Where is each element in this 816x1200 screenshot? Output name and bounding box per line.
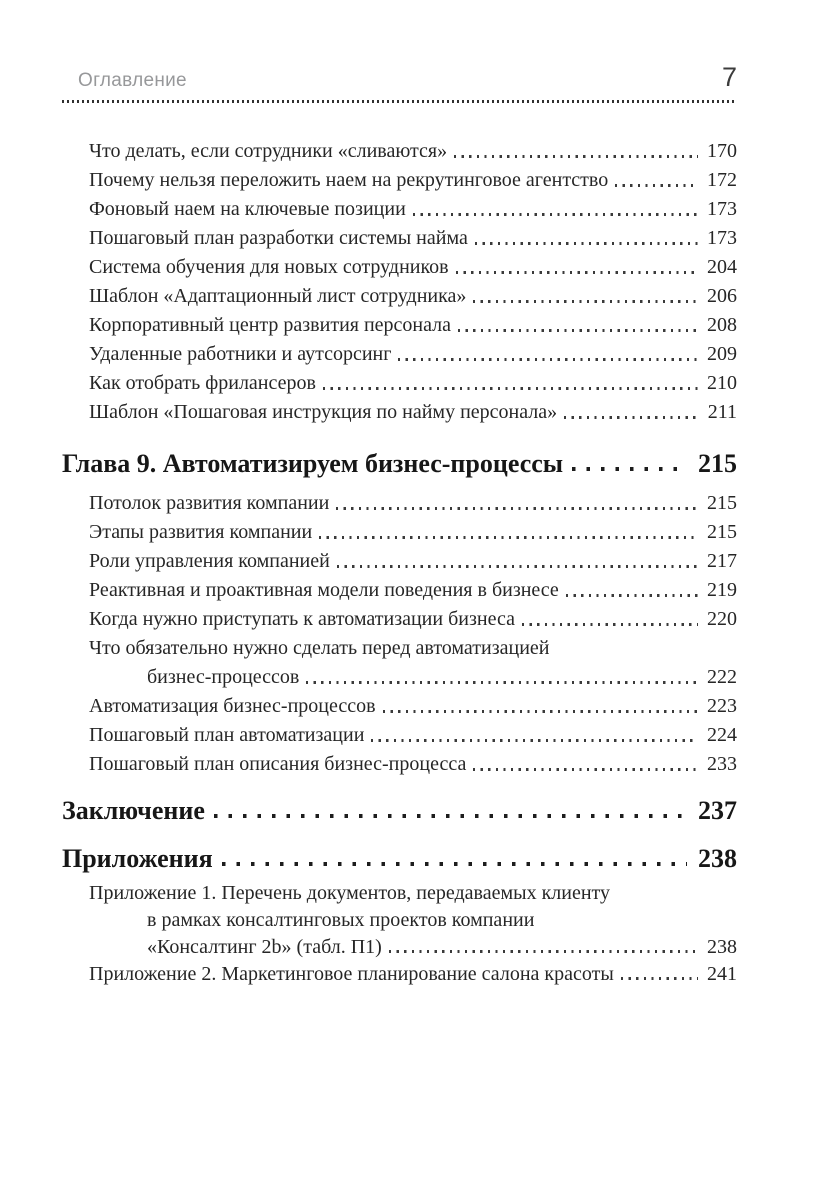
toc-item-title: Фоновый наем на ключевые позиции — [89, 198, 406, 220]
toc-page-number: 210 — [707, 372, 737, 394]
toc-item-title: Пошаговый план автоматизации — [89, 724, 365, 746]
toc-item-title: Что обязательно нужно сделать перед автоматизацией — [89, 637, 550, 659]
dot-leader — [222, 862, 687, 866]
toc-entry-line — [62, 447, 737, 480]
toc-item-title: Реактивная и проактивная модели поведения в бизнесе — [89, 579, 559, 601]
toc-page-number: 215 — [707, 492, 737, 514]
toc-entry-line — [89, 282, 737, 311]
toc-item-title: в рамках консалтинговых проектов компании — [147, 909, 535, 931]
toc-page-number: 208 — [707, 314, 737, 336]
dot-leader — [621, 977, 698, 980]
dot-leader — [564, 416, 699, 419]
toc-page-number: 233 — [707, 753, 737, 775]
toc-entry — [62, 634, 737, 692]
toc-item-title: Корпоративный центр развития персонала — [89, 314, 452, 336]
toc-item-title: Пошаговый план разработки системы найма — [89, 227, 468, 249]
toc-entry-line — [89, 137, 737, 166]
toc-page-number: 238 — [698, 844, 737, 873]
dot-leader — [475, 242, 698, 245]
toc-item-title: Заключение — [62, 796, 205, 825]
dot-leader — [337, 565, 698, 568]
dot-leader — [458, 329, 698, 332]
toc-section-heading — [62, 842, 737, 875]
toc-page-number: 237 — [698, 796, 737, 825]
dot-leader — [398, 358, 698, 361]
toc-item-title: бизнес-процессов — [147, 666, 300, 688]
toc-entry-line — [89, 224, 737, 253]
toc-item-title: Пошаговый план описания бизнес-процесса — [89, 753, 467, 775]
toc-entry-line — [89, 489, 737, 518]
toc-page-number: 173 — [707, 227, 737, 249]
toc-item-title: Этапы развития компании — [89, 521, 313, 543]
toc-page-number: 170 — [707, 140, 737, 162]
toc-chapter-heading — [62, 447, 737, 480]
toc-entry — [62, 692, 737, 721]
toc-item-title: Что делать, если сотрудники «сливаются» — [89, 140, 448, 162]
toc-entry — [62, 961, 737, 988]
toc-entry-line — [89, 311, 737, 340]
toc-entry — [62, 340, 737, 369]
toc-entry-line — [89, 576, 737, 605]
toc-entry-line — [89, 547, 737, 576]
toc-page-number: 238 — [707, 936, 737, 958]
toc-entry-line — [62, 842, 737, 875]
toc-entry — [62, 282, 737, 311]
dot-leader — [371, 739, 698, 742]
toc-item-title: Приложение 1. Перечень документов, передаваемых клиенту — [89, 882, 611, 904]
dot-leader — [336, 507, 698, 510]
toc-item-title: Автоматизация бизнес-процессов — [89, 695, 376, 717]
toc-entry — [62, 750, 737, 779]
toc-entry-line — [89, 634, 737, 663]
toc-item-title: Как отобрать фрилансеров — [89, 372, 316, 394]
toc-entry-line — [89, 961, 737, 988]
dot-leader — [454, 155, 698, 158]
dot-leader — [522, 623, 698, 626]
toc-entry-line — [89, 518, 737, 547]
dot-leader — [389, 950, 698, 953]
toc-item-title: Шаблон «Пошаговая инструкция по найму персонала» — [89, 401, 558, 423]
toc-item-title: «Консалтинг 2b» (табл. П1) — [147, 936, 382, 958]
toc-page-number: 209 — [707, 343, 737, 365]
toc-entry — [62, 224, 737, 253]
toc-entry — [62, 166, 737, 195]
toc-entry-line — [62, 794, 737, 827]
toc-entry-line — [89, 166, 737, 195]
toc-entry — [62, 576, 737, 605]
folio-page-number: 7 — [721, 62, 737, 92]
toc-entry — [62, 605, 737, 634]
toc-page-number: 215 — [698, 449, 737, 478]
toc-item-title: Система обучения для новых сотрудников — [89, 256, 449, 278]
toc-item-title: Роли управления компанией — [89, 550, 330, 572]
toc-item-title: Потолок развития компании — [89, 492, 330, 514]
dot-leader — [214, 814, 687, 818]
header-dotted-rule — [62, 100, 737, 103]
dot-leader — [319, 536, 698, 539]
toc-item-title: Приложение 2. Маркетинговое планирование салона красоты — [89, 963, 614, 985]
toc-page-number: 206 — [707, 285, 737, 307]
dot-leader — [383, 710, 698, 713]
toc-item-title: Почему нельзя переложить наем на рекрутинговое агентство — [89, 169, 609, 191]
toc-entry — [62, 137, 737, 166]
toc-page-number: 241 — [707, 963, 737, 985]
toc-item-title: Удаленные работники и аутсорсинг — [89, 343, 392, 365]
toc-entry-line — [89, 340, 737, 369]
toc-item-title: Глава 9. Автоматизируем бизнес-процессы — [62, 449, 564, 478]
toc-entry-line — [89, 253, 737, 282]
toc-entry — [62, 518, 737, 547]
dot-leader — [323, 387, 698, 390]
toc-page-number: 220 — [707, 608, 737, 630]
page-header — [62, 62, 737, 93]
toc-item-title: Приложения — [62, 844, 213, 873]
toc-page-number: 204 — [707, 256, 737, 278]
toc-entry-line — [89, 880, 737, 907]
toc-entry — [62, 880, 737, 961]
toc-entry-line — [89, 750, 737, 779]
dot-leader — [615, 184, 698, 187]
toc-entry — [62, 195, 737, 224]
toc-entry — [62, 311, 737, 340]
toc-entry — [62, 489, 737, 518]
toc-entry-line — [89, 195, 737, 224]
toc-item-title: Когда нужно приступать к автоматизации бизнеса — [89, 608, 515, 630]
running-title: Оглавление — [78, 70, 187, 91]
dot-leader — [572, 467, 687, 471]
toc-page-number: 219 — [707, 579, 737, 601]
toc-section-heading — [62, 794, 737, 827]
toc-entry — [62, 398, 737, 427]
toc-entry-line — [89, 907, 737, 934]
dot-leader — [473, 300, 698, 303]
toc-page-number: 172 — [707, 169, 737, 191]
toc-entry — [62, 369, 737, 398]
toc-page-number: 223 — [707, 695, 737, 717]
toc-entry — [62, 547, 737, 576]
toc-page-number: 222 — [707, 666, 737, 688]
toc-item-title: Шаблон «Адаптационный лист сотрудника» — [89, 285, 467, 307]
dot-leader — [413, 213, 698, 216]
toc-entry — [62, 253, 737, 282]
toc-entry-line — [89, 934, 737, 961]
dot-leader — [473, 768, 698, 771]
toc-entry-line — [89, 398, 737, 427]
toc-entry-line — [89, 721, 737, 750]
toc-page-number: 215 — [707, 521, 737, 543]
toc-entry-line — [89, 605, 737, 634]
dot-leader — [456, 271, 698, 274]
toc-entry — [62, 721, 737, 750]
toc-entry-line — [89, 369, 737, 398]
toc-page-number: 224 — [707, 724, 737, 746]
toc-page-number: 173 — [707, 198, 737, 220]
toc-page-number: 217 — [707, 550, 737, 572]
toc-entry-line — [89, 692, 737, 721]
toc-list — [62, 137, 737, 988]
toc-entry-line — [89, 663, 737, 692]
dot-leader — [566, 594, 698, 597]
toc-page-number: 211 — [707, 401, 737, 423]
dot-leader — [306, 681, 698, 684]
